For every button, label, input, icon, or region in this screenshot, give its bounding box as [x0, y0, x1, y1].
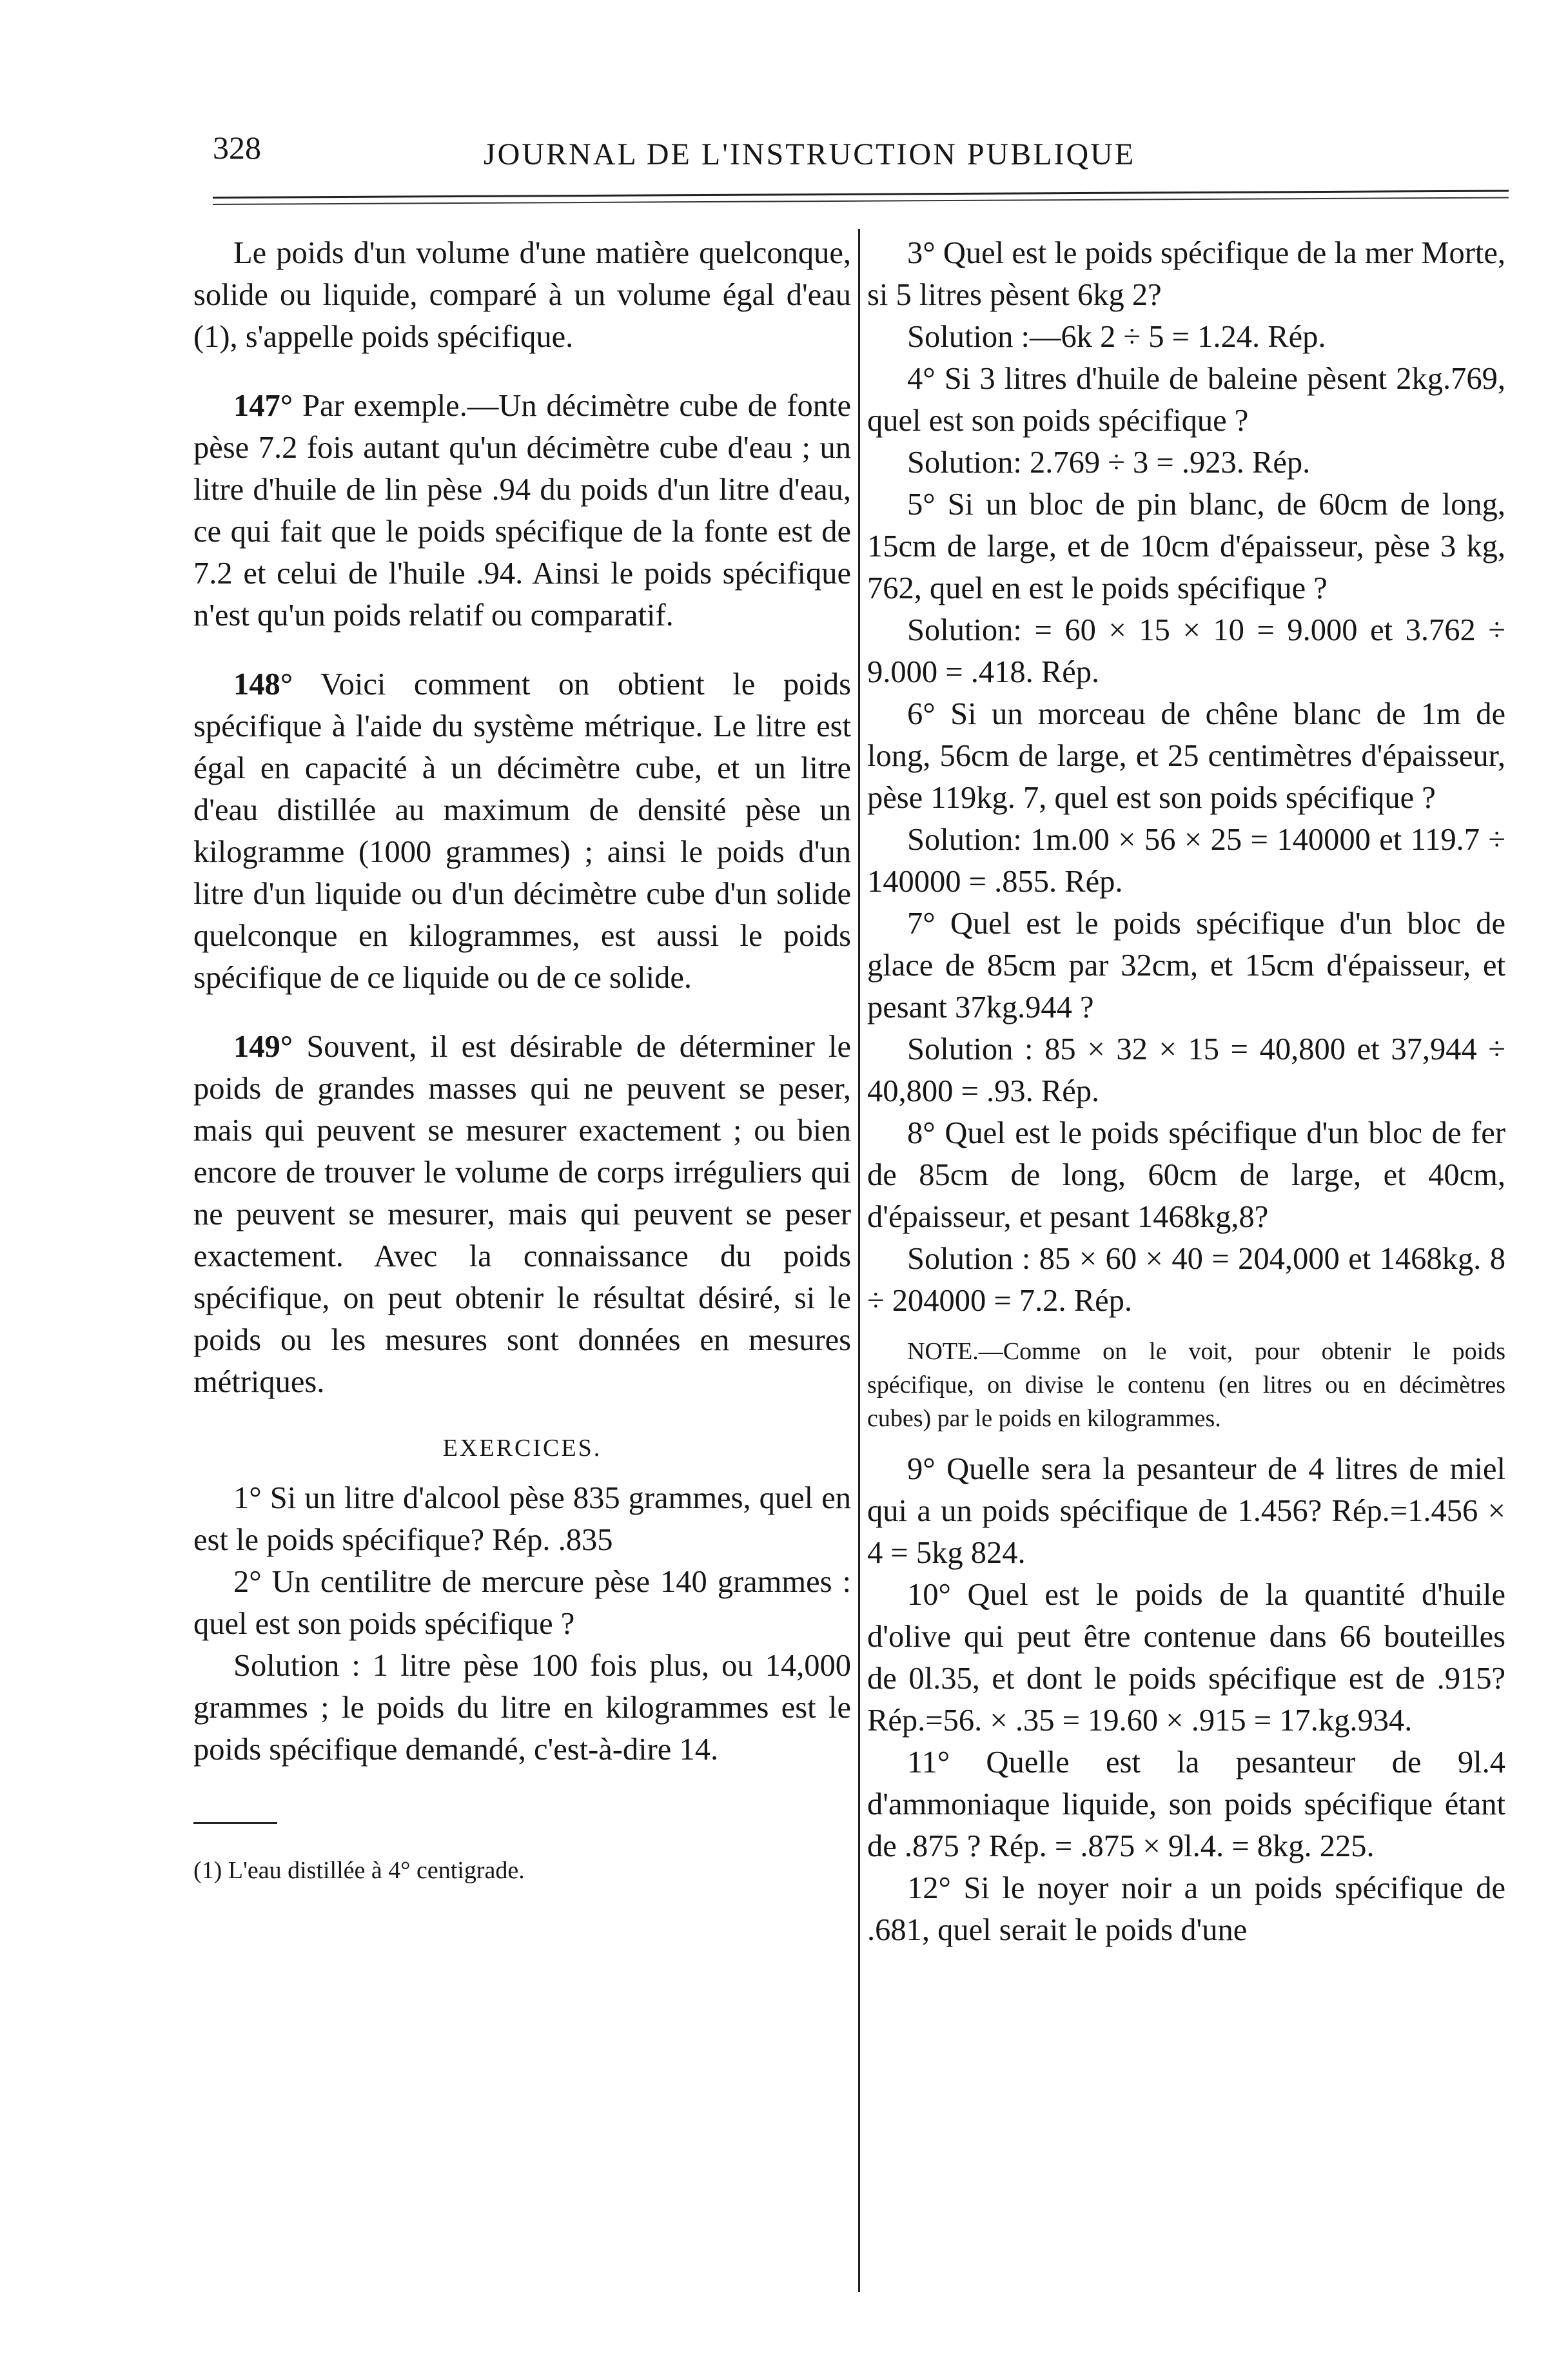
exercise-9: 9° Quelle sera la pesanteur de 4 litres de miel qui a un poids spécifique de 1.456? Rép.=1.456 × 4 = 5kg 824. — [867, 1452, 1505, 1570]
exercise-4: 4° Si 3 litres d'huile de baleine pèsent 2kg.769, quel est son poids spécifique ? — [867, 362, 1505, 438]
exercise-7-solution: Solution : 85 × 32 × 15 = 40,800 et 37,944 ÷ 40,800 = .93. Rép. — [867, 1032, 1505, 1108]
exercise-2: 2° Un centilitre de mercure pèse 140 grammes : quel est son poids spécifique ? — [193, 1565, 851, 1641]
exercise-3-solution: Solution :—6k 2 ÷ 5 = 1.24. Rép. — [907, 320, 1326, 354]
exercise-4-solution: Solution: 2.769 ÷ 3 = .923. Rép. — [907, 446, 1311, 480]
paragraph-147 — [193, 385, 851, 636]
right-column — [867, 232, 1505, 2308]
exercise-12: 12° Si le noyer noir a un poids spécifique de .681, quel serait le poids d'une — [867, 1871, 1505, 1947]
exercise-5-solution: Solution: = 60 × 15 × 10 = 9.000 et 3.762 ÷ 9.000 = .418. Rép. — [867, 613, 1505, 689]
paragraph-text: Souvent, il est désirable de déterminer le poids de grandes masses qui ne peuvent se peser, mais qui peuvent se mesurer exactement ; ou bien encore de trouver le volume de corps irréguliers qui ne peuvent se mesurer, mais qui peuvent se peser exactement. Avec la connaissance du poids spécifique, on peut obtenir le résultat désiré, si le poids ou les mesures sont données en mesures métriques. — [193, 1030, 851, 1399]
page-header — [213, 129, 1283, 187]
header-rule — [213, 190, 1509, 199]
exercise-8-solution: Solution : 85 × 60 × 40 = 204,000 et 1468kg. 8 ÷ 204000 = 7.2. Rép. — [867, 1242, 1505, 1318]
column-divider — [858, 229, 860, 2292]
exercise-10: 10° Quel est le poids de la quantité d'huile d'olive qui peut être contenue dans 66 bouteilles de 0l.35, et dont le poids spécifique est de .915? Rép.=56. × .35 = 19.60 × .915 = 17.kg.934. — [867, 1578, 1505, 1738]
exercise-8: 8° Quel est le poids spécifique d'un bloc de fer de 85cm de long, 60cm de large, et 40cm, d'épaisseur, et pesant 1468kg,8? — [867, 1116, 1505, 1234]
paragraph-intro: Le poids d'un volume d'une matière quelconque, solide ou liquide, comparé à un volume égal d'eau (1), s'appelle poids spécifique. — [193, 236, 851, 354]
paragraph-text: Voici comment on obtient le poids spécifique à l'aide du système métrique. Le litre est égal en capacité à un décimètre cube, et un litre d'eau distillée au maximum de densité pèse un kilogramme (1000 grammes) ; ainsi le poids d'un litre d'un liquide ou d'un décimètre cube d'un solide quelconque en kilogrammes, est aussi le poids spécifique de ce liquide ou de ce solide. — [193, 667, 852, 995]
paragraph-148 — [193, 663, 851, 999]
note: NOTE.—Comme on le voit, pour obtenir le poids spécifique, on divise le contenu (en litres ou en décimètres cubes) par le poids en kilogrammes. — [867, 1338, 1505, 1432]
paragraph-text: Par exemple.—Un décimètre cube de fonte pèse 7.2 fois autant qu'un décimètre cube d'eau ; un litre d'huile de lin pèse .94 du poids d'un litre d'eau, ce qui fait que le poids spécifique de la fonte est de 7.2 et celui de l'huile .94. Ainsi le poids spécifique n'est qu'un poids relatif ou comparatif. — [193, 389, 851, 633]
exercise-3: 3° Quel est le poids spécifique de la mer Morte, si 5 litres pèsent 6kg 2? — [867, 236, 1505, 312]
running-title: JOURNAL DE L'INSTRUCTION PUBLIQUE — [484, 137, 1136, 172]
footnote: (1) L'eau distillée à 4° centigrade. — [193, 1857, 525, 1884]
exercise-6: 6° Si un morceau de chêne blanc de 1m de long, 56cm de large, et 25 centimètres d'épaisseur, pèse 119kg. 7, quel est son poids spécifique ? — [867, 697, 1505, 815]
exercise-6-solution: Solution: 1m.00 × 56 × 25 = 140000 et 119.7 ÷ 140000 = .855. Rép. — [867, 823, 1505, 899]
paragraph-149 — [193, 1026, 851, 1403]
paragraph-number: 148° — [233, 667, 293, 701]
footnote-rule — [193, 1822, 277, 1824]
exercises-heading: EXERCICES. — [442, 1435, 602, 1462]
page-number: 328 — [213, 130, 261, 166]
exercise-5: 5° Si un bloc de pin blanc, de 60cm de long, 15cm de large, et de 10cm d'épaisseur, pèse 3 kg, 762, quel en est le poids spécifique ? — [867, 487, 1505, 605]
exercise-11: 11° Quelle est la pesanteur de 9l.4 d'ammoniaque liquide, son poids spécifique étant de .875 ? Rép. = .875 × 9l.4. = 8kg. 225. — [867, 1745, 1505, 1863]
exercise-7: 7° Quel est le poids spécifique d'un bloc de glace de 85cm par 32cm, et 15cm d'épaisseur, et pesant 37kg.944 ? — [867, 907, 1505, 1025]
left-column — [193, 232, 851, 2308]
header-rule-secondary — [213, 197, 1509, 205]
exercise-1: 1° Si un litre d'alcool pèse 835 grammes, quel en est le poids spécifique? Rép. .835 — [193, 1481, 851, 1557]
paragraph-number: 147° — [233, 389, 293, 423]
paragraph-number: 149° — [233, 1030, 293, 1064]
exercise-2-solution: Solution : 1 litre pèse 100 fois plus, ou 14,000 grammes ; le poids du litre en kilogrammes est le poids spécifique demandé, c'est-à-dire 14. — [193, 1649, 851, 1767]
